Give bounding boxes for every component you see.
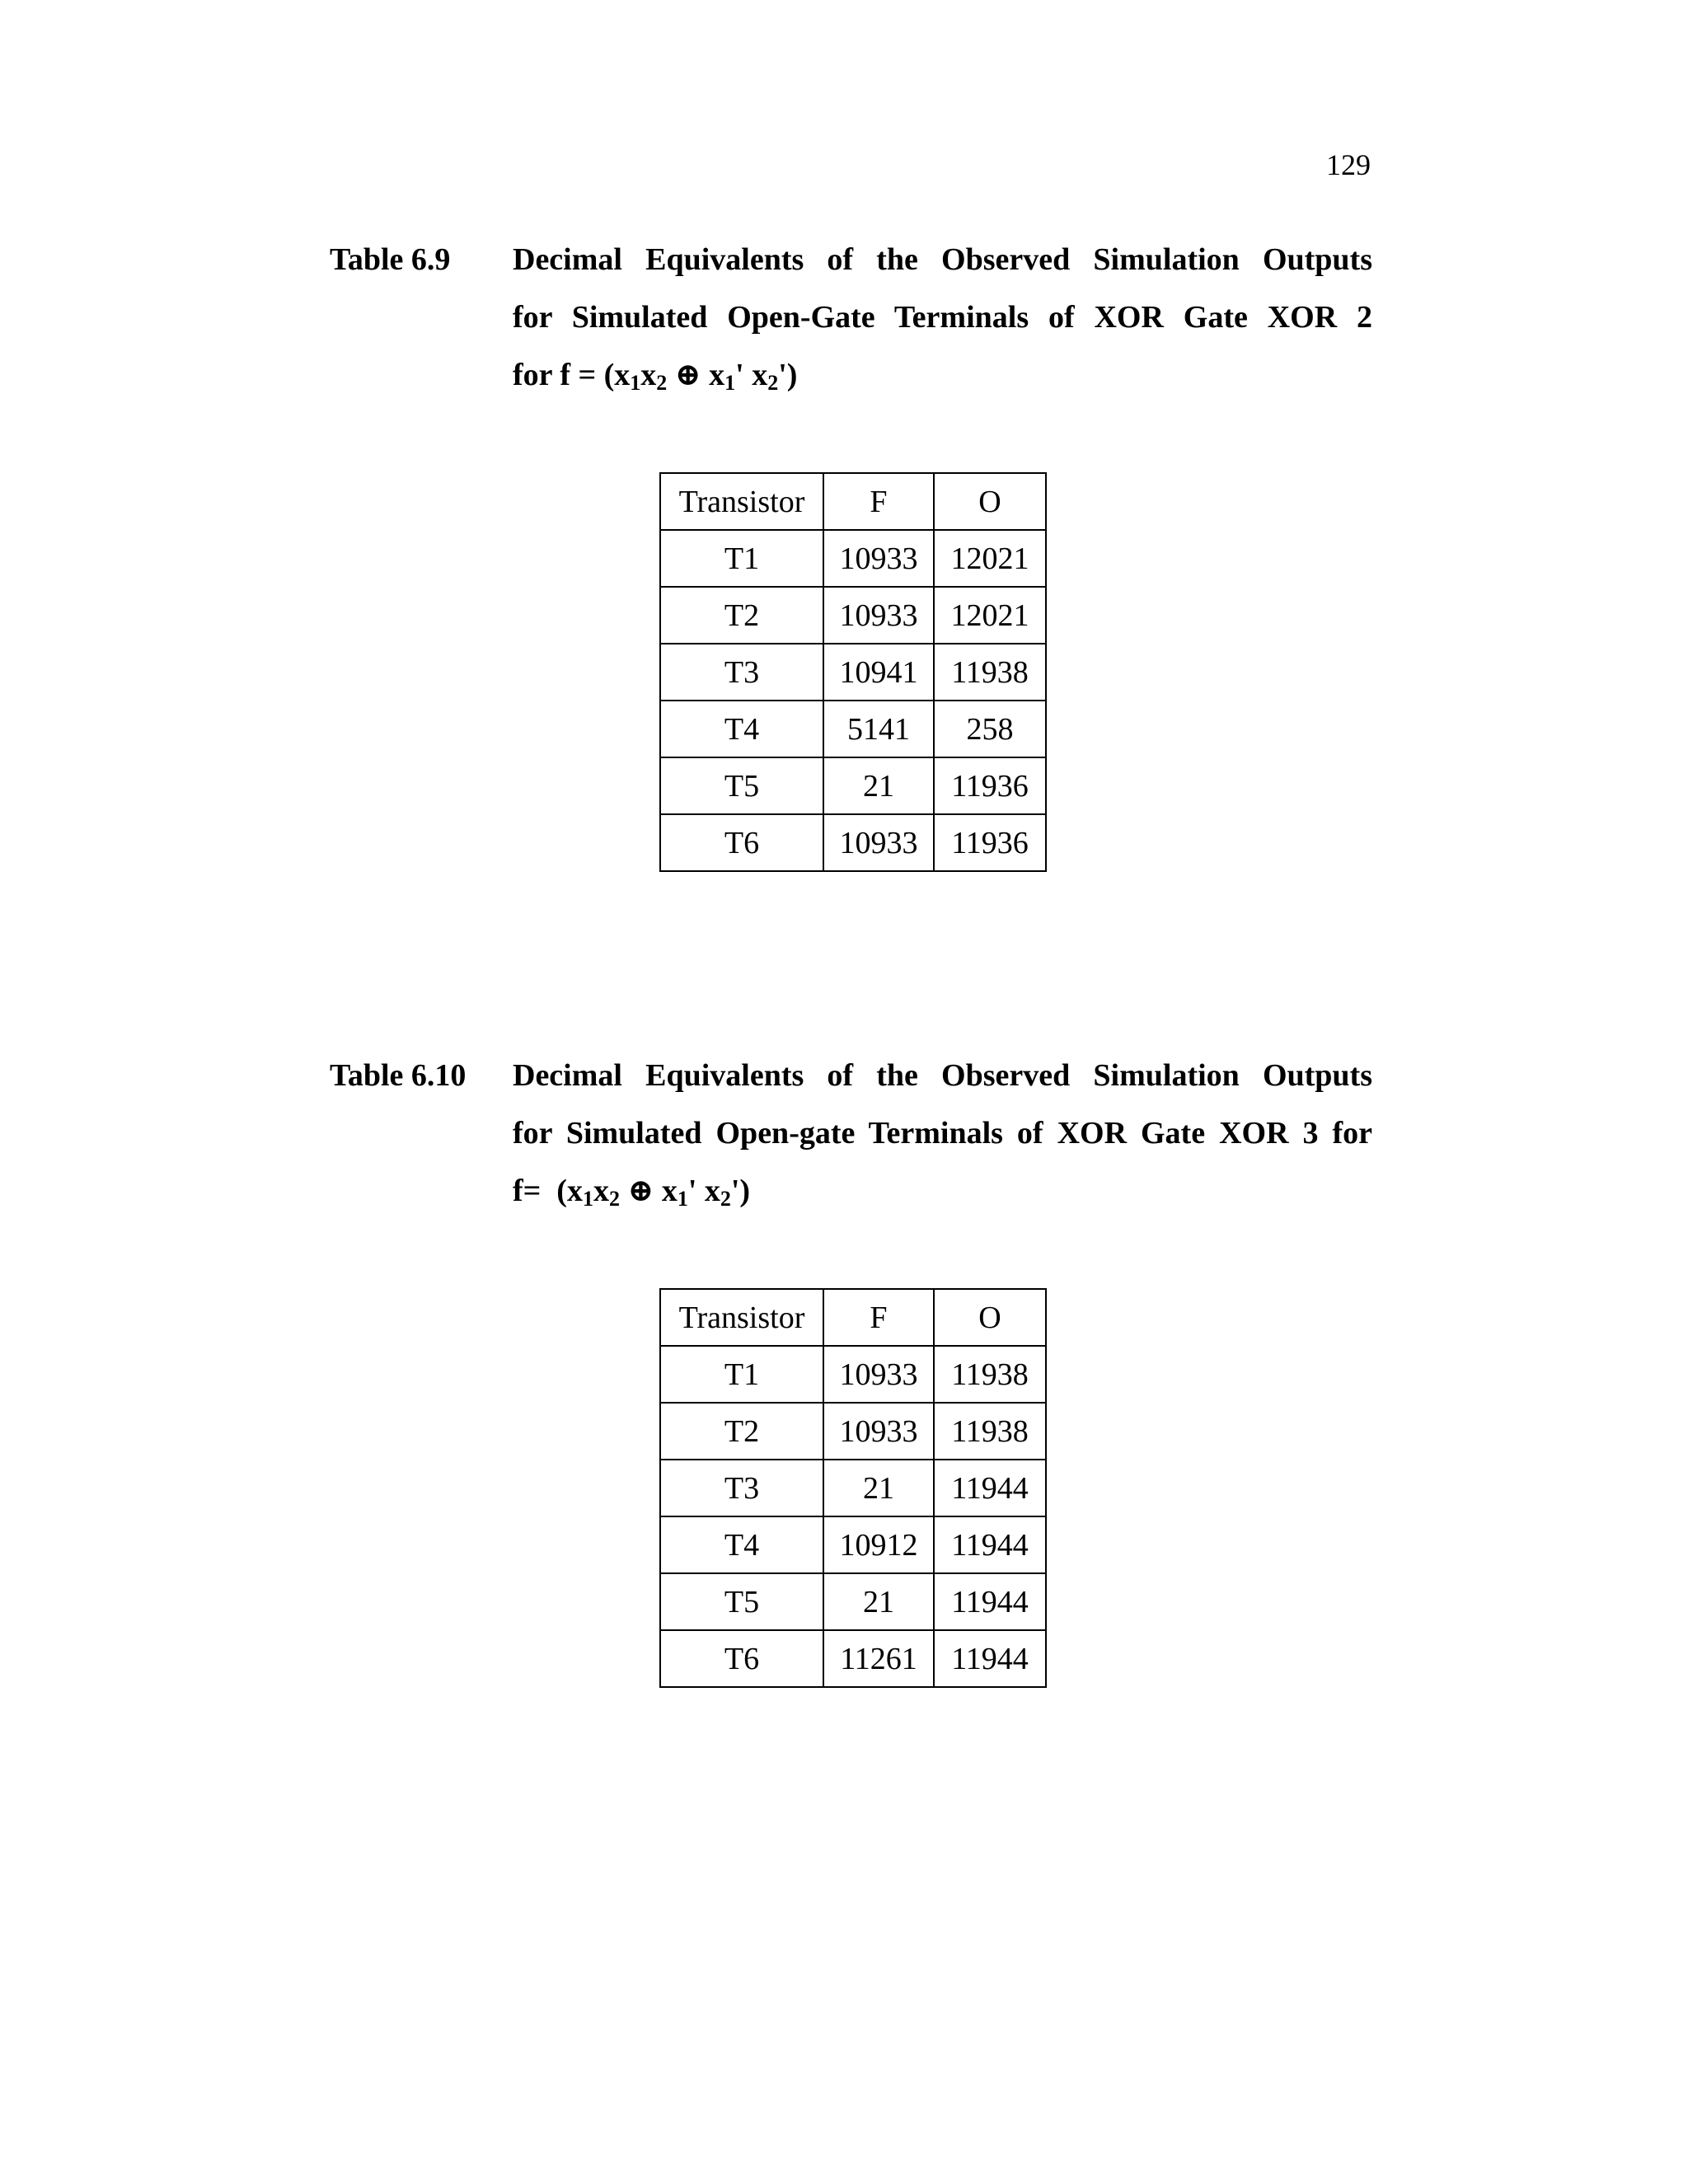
table-cell: 10933 xyxy=(823,587,934,644)
table-row xyxy=(660,1630,1046,1687)
table-cell: 11936 xyxy=(934,814,1046,871)
table-cell: 10941 xyxy=(823,644,934,701)
data-table-6-9 xyxy=(659,472,1047,872)
table-label: Table 6.10 xyxy=(330,1058,467,1093)
table-cell: T5 xyxy=(660,757,823,814)
page-number: 129 xyxy=(1326,148,1371,181)
table-cell: 21 xyxy=(823,1573,934,1630)
table-cell: 11944 xyxy=(934,1573,1046,1630)
table-cell: 5141 xyxy=(823,701,934,757)
table-cell: T6 xyxy=(660,1630,823,1687)
caption-line: for Simulated Open-gate Terminals of XOR Gate XOR 3 for xyxy=(513,1116,1372,1151)
table-row xyxy=(660,1403,1046,1460)
header-cell: O xyxy=(934,1289,1046,1346)
table-caption-6-9 xyxy=(330,231,1372,404)
table-row xyxy=(660,1516,1046,1573)
table-cell: T1 xyxy=(660,530,823,587)
caption-text xyxy=(513,1047,1372,1220)
table-cell: T4 xyxy=(660,701,823,757)
table-cell: 10933 xyxy=(823,1403,934,1460)
table-header-row xyxy=(660,473,1046,530)
table-cell: 10933 xyxy=(823,530,934,587)
table-caption-6-10 xyxy=(330,1047,1372,1220)
table-cell: 258 xyxy=(934,701,1046,757)
table-cell: 21 xyxy=(823,757,934,814)
header-cell: O xyxy=(934,473,1046,530)
header-cell: F xyxy=(823,473,934,530)
table-cell: 11936 xyxy=(934,757,1046,814)
table-row xyxy=(660,1573,1046,1630)
table-row xyxy=(660,1460,1046,1516)
data-table-6-10 xyxy=(659,1288,1047,1688)
table-row xyxy=(660,530,1046,587)
table-cell: T2 xyxy=(660,1403,823,1460)
table-cell: 10912 xyxy=(823,1516,934,1573)
header-cell: Transistor xyxy=(660,1289,823,1346)
table-cell: 11944 xyxy=(934,1460,1046,1516)
table-cell: T4 xyxy=(660,1516,823,1573)
table-cell: T3 xyxy=(660,1460,823,1516)
table-row xyxy=(660,587,1046,644)
table-cell: 11938 xyxy=(934,644,1046,701)
table-cell: 12021 xyxy=(934,530,1046,587)
table-cell: 10933 xyxy=(823,814,934,871)
table-cell: 11938 xyxy=(934,1346,1046,1403)
caption-formula: $f= (x_1x_2$ ⊕ $x_1'$ $x_2'$) xyxy=(513,1174,751,1211)
table-row xyxy=(660,701,1046,757)
table-row xyxy=(660,757,1046,814)
caption-line: Decimal Equivalents of the Observed Simulation Outputs xyxy=(513,242,1372,277)
table-cell: 11944 xyxy=(934,1630,1046,1687)
table-cell: 10933 xyxy=(823,1346,934,1403)
table-row xyxy=(660,644,1046,701)
table-cell: T2 xyxy=(660,587,823,644)
caption-line: Decimal Equivalents of the Observed Simulation Outputs xyxy=(513,1058,1372,1093)
table-cell: T5 xyxy=(660,1573,823,1630)
table-header-row xyxy=(660,1289,1046,1346)
header-cell: Transistor xyxy=(660,473,823,530)
table-cell: 11261 xyxy=(823,1630,934,1687)
header-cell: F xyxy=(823,1289,934,1346)
table-label: Table 6.9 xyxy=(330,242,451,277)
table-cell: 11938 xyxy=(934,1403,1046,1460)
table-cell: T6 xyxy=(660,814,823,871)
table-cell: 12021 xyxy=(934,587,1046,644)
table-cell: T3 xyxy=(660,644,823,701)
table-cell: 11944 xyxy=(934,1516,1046,1573)
caption-formula: for $f = (x_1x_2$ ⊕ $x_1'$ $x_2'$) xyxy=(513,358,798,395)
table-cell: T1 xyxy=(660,1346,823,1403)
table-cell: 21 xyxy=(823,1460,934,1516)
caption-line: for Simulated Open-Gate Terminals of XOR Gate XOR 2 xyxy=(513,300,1372,335)
table-row xyxy=(660,1346,1046,1403)
caption-text xyxy=(513,231,1372,404)
table-row xyxy=(660,814,1046,871)
